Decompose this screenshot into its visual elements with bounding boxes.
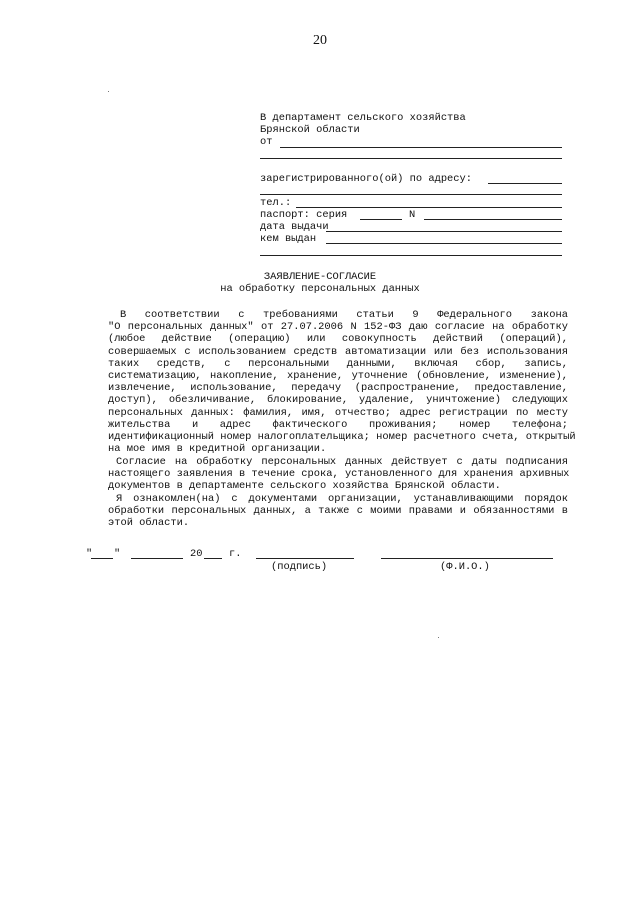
from-field[interactable] [280,147,562,148]
passport-number-field[interactable] [424,219,562,220]
passport-number-sign: N [409,209,416,221]
paragraph-line: систематизацию, накопление, хранение, уточнение (обновление, изменение), [108,369,568,382]
paragraph-line: идентификационный номер налогоплательщика; номер расчетного счета, открытый [108,430,576,443]
paragraph-line: доступ), обезличивание, блокирование, удаление, уничтожение) следующих [108,394,568,407]
registered-address-field-continuation[interactable] [260,194,562,195]
paragraph-line: Я ознакомлен(на) с документами организации, устанавливающими порядок [116,493,568,505]
paragraph-line: документов в департаменте сельского хозяйства Брянской области. [108,480,501,493]
paragraph-line: этой области. [108,517,190,530]
from-field-continuation[interactable] [260,158,562,159]
scan-speck [438,637,439,638]
passport-series-field[interactable] [360,219,402,220]
phone-label: тел.: [260,197,292,209]
acknowledgement-paragraph [108,493,568,530]
paragraph-line: Согласие на обработку персональных данных действует с даты подписания [116,456,568,468]
addressee-line-1: В департамент сельского хозяйства [260,112,466,124]
registered-address-field[interactable] [488,183,562,184]
year-suffix: г. [229,548,242,560]
paragraph-line: на мое имя в кредитной организации. [108,443,327,456]
paragraph-line: В соответствии с требованиями статьи 9 Федерального закона [120,309,568,321]
issue-date-field[interactable] [326,231,562,232]
day-field[interactable] [91,558,113,559]
paragraph-line: жительства и адрес фактического проживания; номер телефона; [108,418,568,431]
date-open-quote: " [86,548,93,560]
scan-speck [108,91,109,92]
year-field[interactable] [204,558,222,559]
document-title: ЗАЯВЛЕНИЕ-СОГЛАСИЕ [263,271,377,283]
paragraph-line: "О персональных данных" от 27.07.2006 N 152-ФЗ даю согласие на обработку [108,321,568,334]
month-field[interactable] [131,558,183,559]
paragraph-line: (любое действие (операцию) или совокупность действий (операций), [108,333,568,346]
page-number: 20 [313,33,327,48]
addressee-line-2: Брянской области [260,124,360,136]
consent-paragraph [108,309,576,456]
year-prefix: 20 [190,548,203,560]
registered-address-label: зарегистрированного(ой) по адресу: [260,173,473,185]
paragraph-line: извлечение, использование, передачу (распространение, предоставление, [108,382,568,395]
issued-by-field-continuation[interactable] [260,255,562,256]
issue-date-label: дата выдачи [260,221,329,233]
full-name-field[interactable] [381,558,553,559]
document-subtitle: на обработку персональных данных [220,283,420,295]
paragraph-line: персональных данных: фамилия, имя, отчество; адрес регистрации по месту [108,406,568,419]
issued-by-field[interactable] [326,243,562,244]
paragraph-line: совершаемых с использованием средств автоматизации или без использования [108,345,568,358]
validity-paragraph [108,456,568,493]
signature-field[interactable] [256,558,354,559]
date-close-quote: " [114,548,121,560]
paragraph-line: настоящего заявления в течение срока, установленного для хранения архивных [108,468,570,481]
signature-caption: (подпись) [271,561,328,573]
from-label: от [260,136,273,148]
phone-field[interactable] [296,207,562,208]
paragraph-line: таких средств, с персональными данными, включая сбор, запись, [108,357,568,370]
issued-by-label: кем выдан [260,233,317,245]
passport-series-label: паспорт: серия [260,209,348,221]
paragraph-line: обработки персональных данных, а также с моими правами и обязанностями в [108,505,568,518]
full-name-caption: (Ф.И.О.) [440,561,490,573]
